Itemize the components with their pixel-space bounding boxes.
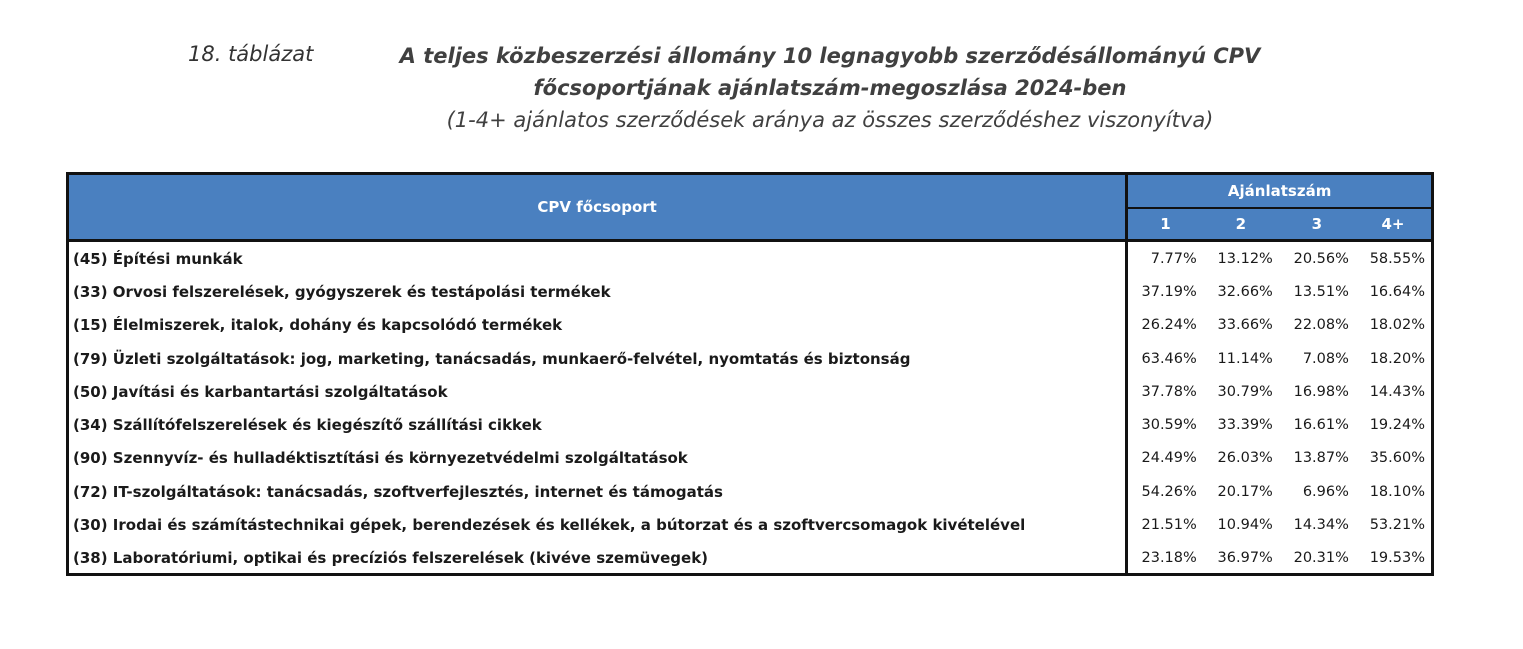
share-value-cell: 23.18% xyxy=(1141,550,1197,567)
share-value-cell: 63.46% xyxy=(1141,350,1197,367)
table-caption xyxy=(0,36,1523,146)
cpv-group-name: (72) IT-szolgáltatások: tanácsadás, szoftverfejlesztés, internet és támogatás xyxy=(69,475,1127,508)
share-value-cell: 20.17% xyxy=(1217,483,1273,500)
share-value-cell: 18.20% xyxy=(1369,350,1425,367)
table-row xyxy=(69,408,1431,441)
cpv-group-name: (50) Javítási és karbantartási szolgáltatások xyxy=(69,375,1127,408)
share-value-cell: 7.08% xyxy=(1302,350,1349,367)
table-row xyxy=(69,475,1431,508)
share-value-cell: 54.26% xyxy=(1141,483,1197,500)
share-value-cell: 14.34% xyxy=(1293,517,1349,534)
share-value-cell: 35.60% xyxy=(1369,450,1425,467)
caption-title-line-2: főcsoportjának ajánlatszám-megoszlása 2024-ben xyxy=(533,76,1127,100)
table-row xyxy=(69,309,1431,342)
cpv-group-name: (38) Laboratóriumi, optikai és precíziós felszerelések (kivéve szemüvegek) xyxy=(69,542,1127,575)
bid-count-subheader: 3 xyxy=(1279,208,1355,241)
bid-count-subheader: 1 xyxy=(1127,208,1203,241)
share-value-cell: 18.02% xyxy=(1369,317,1425,334)
table-row xyxy=(69,375,1431,408)
bid-count-subheader: 4+ xyxy=(1355,208,1431,241)
share-value-cell: 13.12% xyxy=(1217,250,1273,267)
share-value-cell: 7.77% xyxy=(1150,250,1197,267)
caption-title-line-1: A teljes közbeszerzési állomány 10 legnagyobb szerződésállományú CPV xyxy=(399,44,1261,68)
caption-title-line-3: (1-4+ ajánlatos szerződések aránya az összes szerződéshez viszonyítva) xyxy=(446,108,1214,132)
share-value-cell: 18.10% xyxy=(1369,483,1425,500)
share-value-cell: 26.03% xyxy=(1217,450,1273,467)
share-value-cell: 13.51% xyxy=(1293,283,1349,300)
caption-label: 18. táblázat xyxy=(188,42,314,66)
share-value-cell: 14.43% xyxy=(1369,383,1425,400)
share-value-cell: 20.56% xyxy=(1293,250,1349,267)
table-row xyxy=(69,508,1431,541)
share-value-cell: 30.79% xyxy=(1217,383,1273,400)
share-value-cell: 21.51% xyxy=(1141,517,1197,534)
table-row xyxy=(69,442,1431,475)
table-row xyxy=(69,275,1431,308)
share-value-cell: 26.24% xyxy=(1141,317,1197,334)
cpv-group-name: (45) Építési munkák xyxy=(69,241,1127,276)
table-row xyxy=(69,241,1431,276)
share-value-cell: 37.78% xyxy=(1141,383,1197,400)
share-value-cell: 33.66% xyxy=(1217,317,1273,334)
share-value-cell: 33.39% xyxy=(1217,417,1273,434)
share-value-cell: 16.64% xyxy=(1369,283,1425,300)
cpv-group-name: (79) Üzleti szolgáltatások: jog, marketing, tanácsadás, munkaerő-felvétel, nyomtatás és biztonság xyxy=(69,342,1127,375)
share-value-cell: 24.49% xyxy=(1141,450,1197,467)
bid-count-header: Ajánlatszám xyxy=(1127,175,1431,208)
cpv-group-name: (90) Szennyvíz- és hulladéktisztítási és környezetvédelmi szolgáltatások xyxy=(69,442,1127,475)
cpv-group-header: CPV főcsoport xyxy=(69,175,1127,241)
caption-title xyxy=(390,40,1270,136)
share-value-cell: 20.31% xyxy=(1293,550,1349,567)
share-value-cell: 13.87% xyxy=(1293,450,1349,467)
cpv-group-name: (30) Irodai és számítástechnikai gépek, berendezések és kellékek, a bútorzat és a szoftvercsomagok kivételével xyxy=(69,508,1127,541)
share-value-cell: 22.08% xyxy=(1293,317,1349,334)
share-value-cell: 6.96% xyxy=(1302,483,1349,500)
share-value-cell: 19.53% xyxy=(1369,550,1425,567)
share-value-cell: 16.98% xyxy=(1293,383,1349,400)
share-value-cell: 19.24% xyxy=(1369,417,1425,434)
share-value-cell: 32.66% xyxy=(1217,283,1273,300)
bid-count-subheader: 2 xyxy=(1203,208,1279,241)
share-value-cell: 30.59% xyxy=(1141,417,1197,434)
share-value-cell: 16.61% xyxy=(1293,417,1349,434)
share-value-cell: 11.14% xyxy=(1217,350,1273,367)
share-value-cell: 58.55% xyxy=(1369,250,1425,267)
share-value-cell: 10.94% xyxy=(1217,517,1273,534)
cpv-group-name: (33) Orvosi felszerelések, gyógyszerek és testápolási termékek xyxy=(69,275,1127,308)
table-body xyxy=(69,241,1431,575)
cpv-group-name: (34) Szállítófelszerelések és kiegészítő szállítási cikkek xyxy=(69,408,1127,441)
share-value-cell: 53.21% xyxy=(1369,517,1425,534)
share-value-cell: 37.19% xyxy=(1141,283,1197,300)
share-value-cell: 36.97% xyxy=(1217,550,1273,567)
table-row xyxy=(69,542,1431,575)
cpv-group-name: (15) Élelmiszerek, italok, dohány és kapcsolódó termékek xyxy=(69,309,1127,342)
data-table xyxy=(66,172,1434,576)
table-row xyxy=(69,342,1431,375)
